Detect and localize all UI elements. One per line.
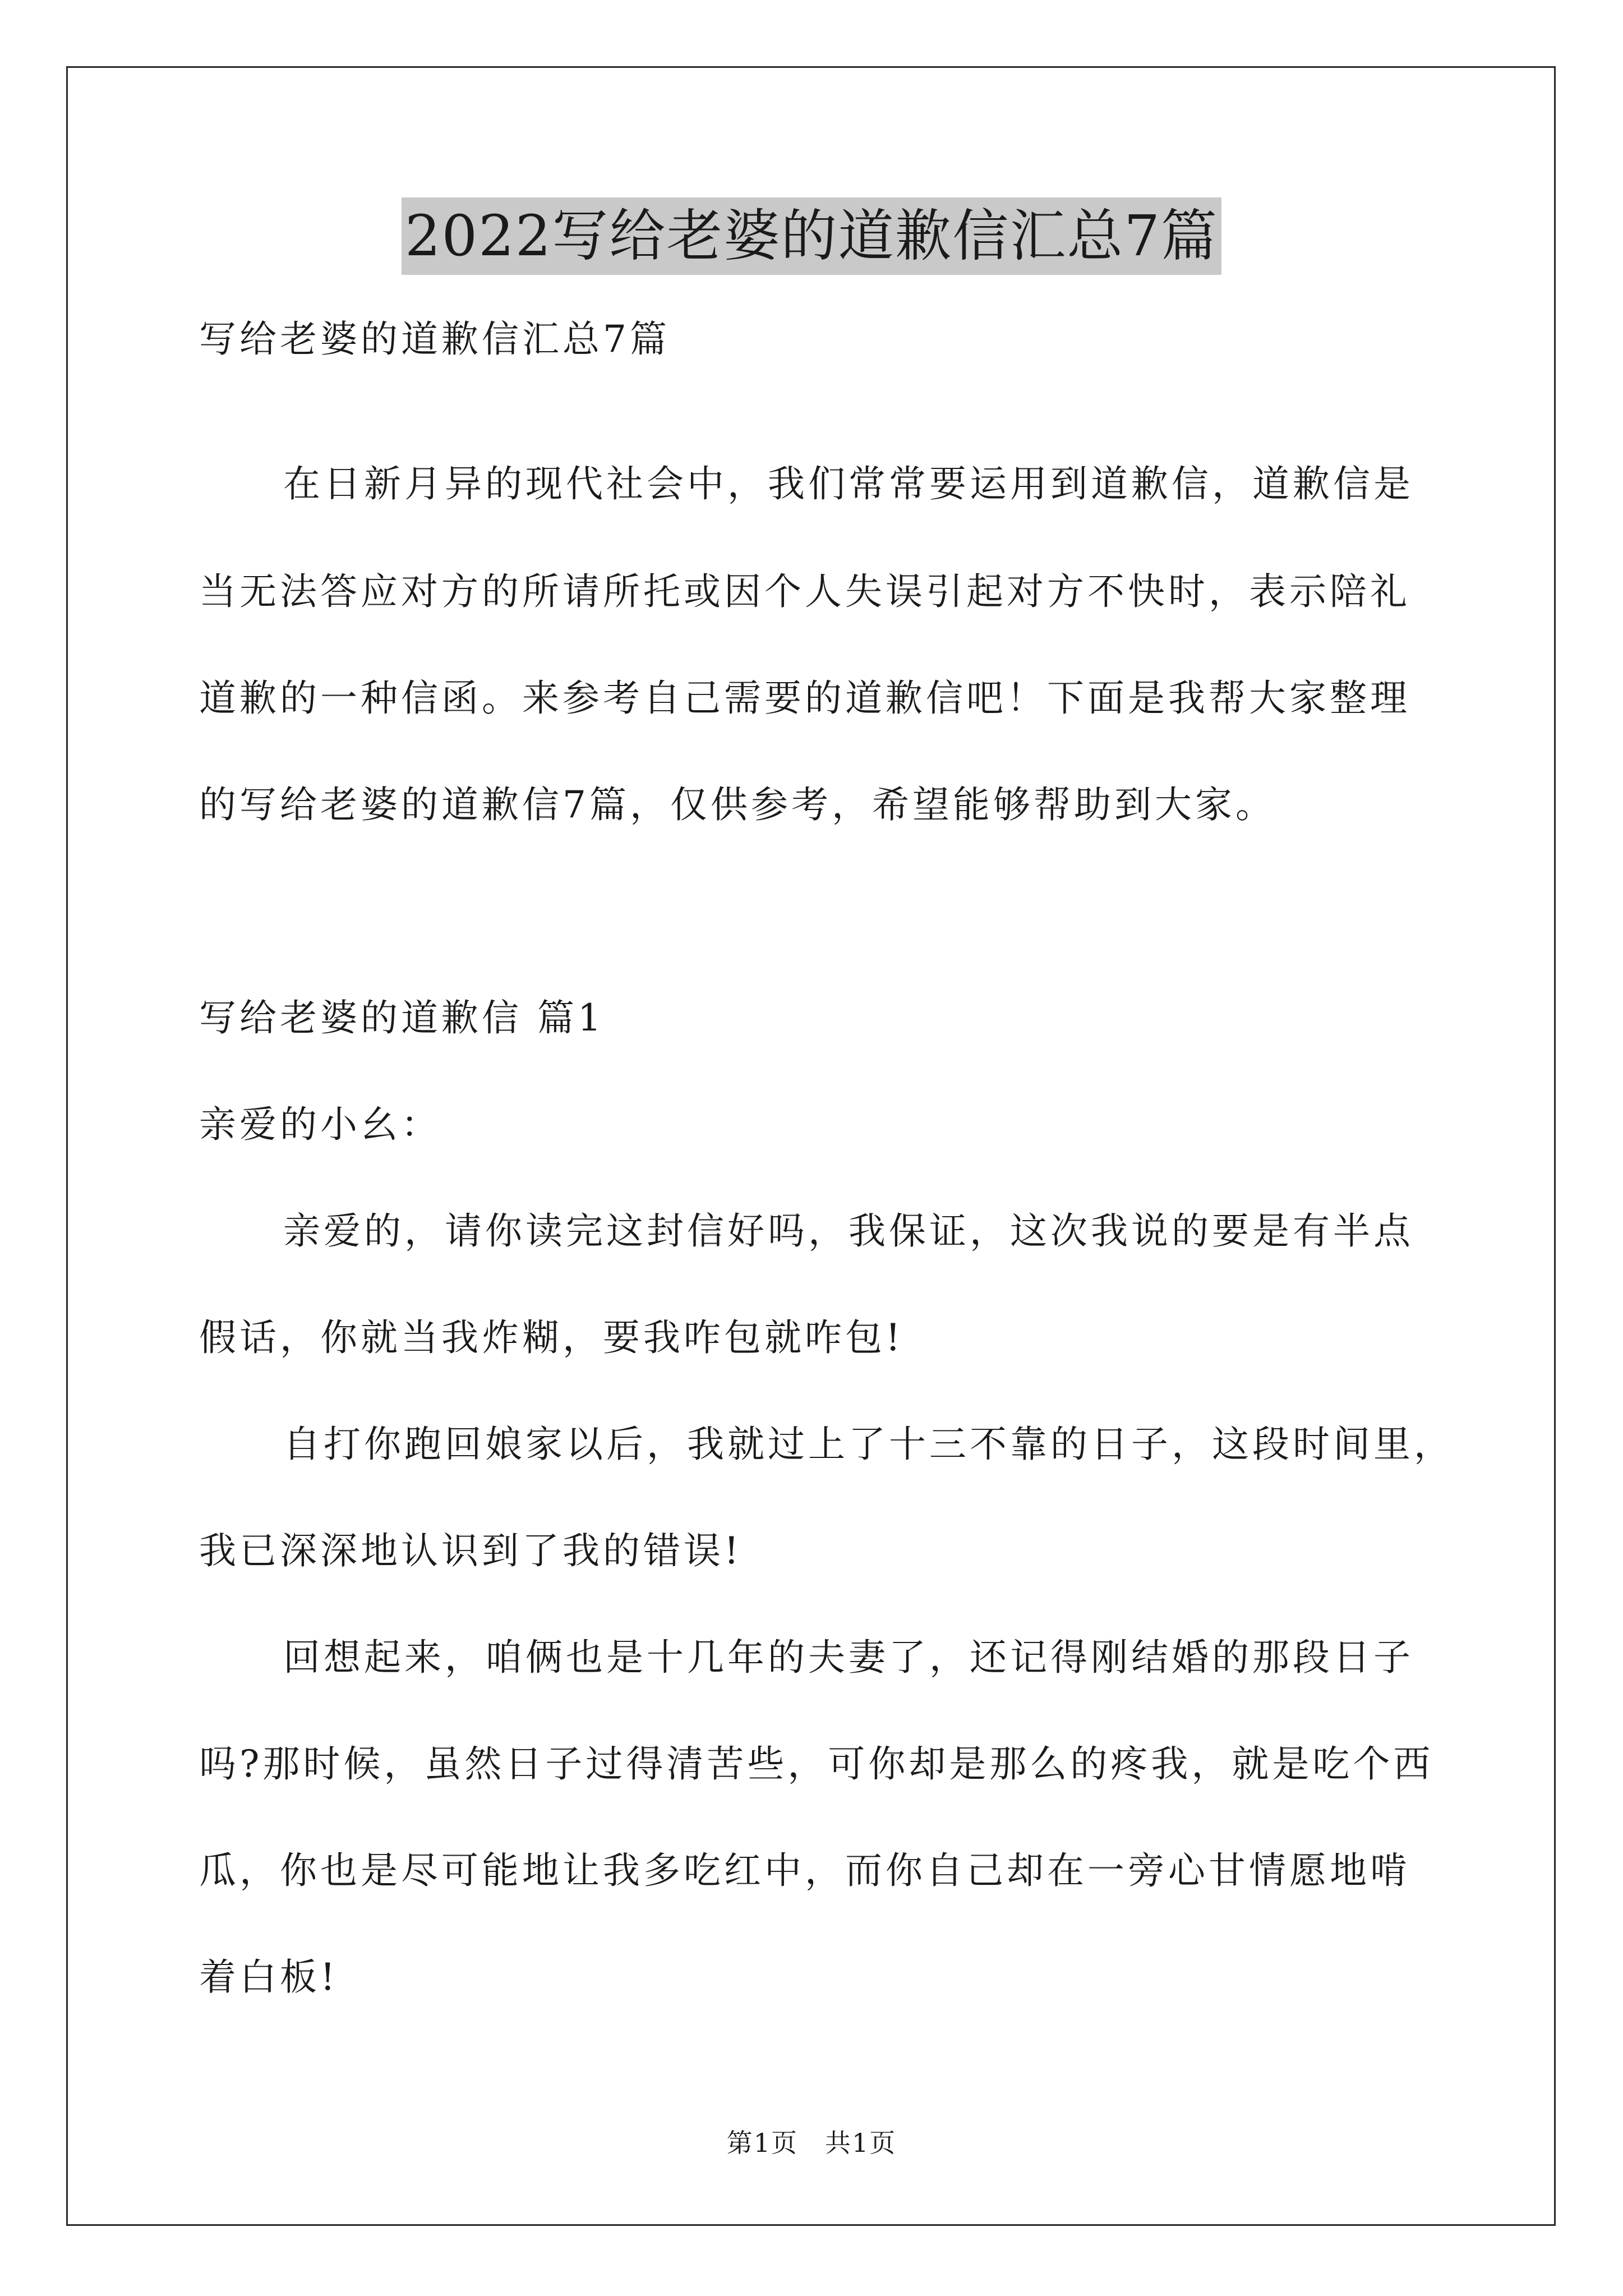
- document-title: 2022写给老婆的道歉信汇总7篇: [402, 197, 1221, 275]
- intro-line: 在日新月异的现代社会中，我们常常要运用到道歉信，道歉信是: [283, 462, 1414, 505]
- paragraph-line: 假话，你就当我炸糊，要我咋包就咋包!: [199, 1316, 904, 1359]
- paragraph-line: 回想起来，咱俩也是十几年的夫妻了，还记得刚结婚的那段日子: [283, 1636, 1414, 1679]
- intro-line: 当无法答应对方的所请所托或因个人失误引起对方不快时，表示陪礼: [199, 570, 1410, 613]
- intro-line: 的写给老婆的道歉信7篇，仅供参考，希望能够帮助到大家。: [199, 783, 1276, 826]
- paragraph-line: 瓜，你也是尽可能地让我多吃红中，而你自己却在一旁心甘情愿地啃: [199, 1849, 1410, 1892]
- salutation: 亲爱的小幺：: [199, 1103, 441, 1146]
- page-footer: 第1页 共1页: [726, 2128, 897, 2158]
- intro-line: 道歉的一种信函。来参考自己需要的道歉信吧！下面是我帮大家整理: [199, 677, 1410, 720]
- paragraph-line: 我已深深地认识到了我的错误!: [199, 1529, 743, 1572]
- paragraph-line: 自打你跑回娘家以后，我就过上了十三不靠的日子，这段时间里，: [283, 1423, 1454, 1466]
- subtitle: 写给老婆的道歉信汇总7篇: [199, 318, 670, 361]
- section-heading: 写给老婆的道歉信 篇1: [199, 996, 605, 1039]
- paragraph-line: 吗?那时候，虽然日子过得清苦些，可你却是那么的疼我，就是吃个西: [199, 1742, 1434, 1786]
- title-container: [0, 197, 1623, 275]
- paragraph-line: 着白板!: [199, 1955, 339, 1999]
- paragraph-line: 亲爱的，请你读完这封信好吗，我保证，这次我说的要是有半点: [283, 1209, 1414, 1253]
